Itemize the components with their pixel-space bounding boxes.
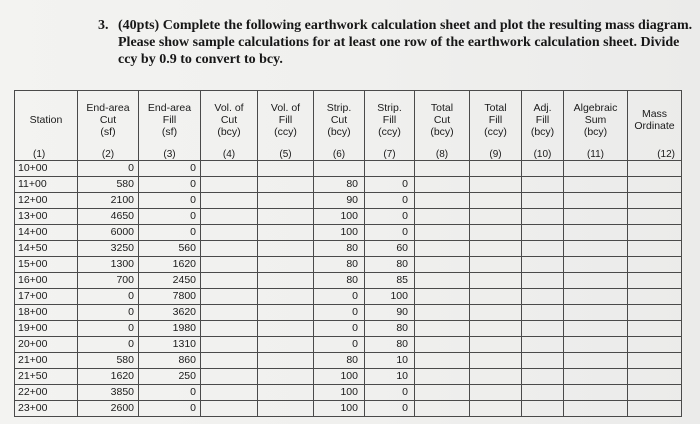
strip-fill-cell: 0 [365, 401, 415, 417]
vol-fill-cell[interactable] [258, 369, 314, 385]
total-fill-cell[interactable] [470, 289, 522, 305]
total-fill-cell[interactable] [470, 305, 522, 321]
column-header-line: Fill [278, 114, 293, 126]
algebraic-sum-cell[interactable] [564, 177, 628, 193]
algebraic-sum-cell[interactable] [564, 385, 628, 401]
column-number: (1) [15, 149, 78, 161]
column-number: (8) [415, 149, 470, 161]
column-header-line: Adj. [533, 102, 552, 114]
station-cell: 11+00 [15, 177, 78, 193]
column-number: (7) [365, 149, 415, 161]
header-row [15, 91, 682, 150]
vol-fill-cell[interactable] [258, 289, 314, 305]
algebraic-sum-cell[interactable] [564, 305, 628, 321]
total-fill-cell[interactable] [470, 385, 522, 401]
algebraic-sum-cell[interactable] [564, 193, 628, 209]
table-row [15, 177, 682, 193]
column-header-line: End-area [86, 102, 130, 114]
column-header-line: Strip. [377, 102, 402, 114]
vol-fill-cell[interactable] [258, 225, 314, 241]
total-cut-cell[interactable] [415, 273, 470, 289]
vol-fill-cell[interactable] [258, 177, 314, 193]
end-area-fill-cell: 560 [139, 241, 201, 257]
algebraic-sum-cell[interactable] [564, 337, 628, 353]
end-area-cut-cell: 0 [78, 321, 139, 337]
mass-ordinate-cell[interactable] [628, 337, 682, 353]
total-fill-cell[interactable] [470, 321, 522, 337]
table-row [15, 353, 682, 369]
total-fill-cell[interactable] [470, 225, 522, 241]
algebraic-sum-cell[interactable] [564, 209, 628, 225]
adj-fill-cell[interactable] [522, 241, 564, 257]
algebraic-sum-cell[interactable] [564, 225, 628, 241]
adj-fill-cell[interactable] [522, 225, 564, 241]
table-row [15, 193, 682, 209]
total-cut-cell[interactable] [415, 353, 470, 369]
vol-cut-cell[interactable] [201, 257, 258, 273]
total-cut-cell[interactable] [415, 369, 470, 385]
strip-fill-cell: 0 [365, 193, 415, 209]
adj-fill-cell[interactable] [522, 273, 564, 289]
column-header-line: (bcy) [327, 126, 351, 138]
strip-cut-cell: 90 [314, 193, 365, 209]
station-cell: 18+00 [15, 305, 78, 321]
column-number: (6) [314, 149, 365, 161]
vol-cut-cell[interactable] [201, 321, 258, 337]
end-area-cut-cell: 1620 [78, 369, 139, 385]
end-area-fill-cell: 0 [139, 193, 201, 209]
adj-fill-cell[interactable] [522, 369, 564, 385]
mass-ordinate-cell[interactable] [628, 289, 682, 305]
strip-cut-cell: 80 [314, 177, 365, 193]
column-number: (4) [201, 149, 258, 161]
end-area-fill-cell: 0 [139, 161, 201, 177]
total-cut-cell[interactable] [415, 321, 470, 337]
vol-fill-cell[interactable] [258, 257, 314, 273]
vol-fill-cell[interactable] [258, 401, 314, 417]
total-fill-cell[interactable] [470, 193, 522, 209]
vol-cut-cell[interactable] [201, 225, 258, 241]
adj-fill-cell[interactable] [522, 177, 564, 193]
strip-cut-cell: 100 [314, 225, 365, 241]
column-header [314, 91, 365, 150]
end-area-fill-cell: 1980 [139, 321, 201, 337]
vol-cut-cell[interactable] [201, 193, 258, 209]
strip-fill-cell: 60 [365, 241, 415, 257]
station-cell: 22+00 [15, 385, 78, 401]
adj-fill-cell[interactable] [522, 289, 564, 305]
station-cell: 23+00 [15, 401, 78, 417]
mass-ordinate-cell[interactable] [628, 385, 682, 401]
strip-cut-cell: 80 [314, 257, 365, 273]
strip-fill-cell: 80 [365, 321, 415, 337]
mass-ordinate-cell[interactable] [628, 305, 682, 321]
end-area-cut-cell: 580 [78, 177, 139, 193]
column-header-line: Total [430, 102, 454, 114]
column-header-line: (sf) [161, 126, 178, 138]
table-row [15, 305, 682, 321]
mass-ordinate-cell[interactable] [628, 369, 682, 385]
column-header-line: (ccy) [484, 126, 507, 138]
strip-fill-cell: 85 [365, 273, 415, 289]
adj-fill-cell[interactable] [522, 385, 564, 401]
total-cut-cell[interactable] [415, 209, 470, 225]
strip-cut-cell: 80 [314, 353, 365, 369]
vol-cut-cell[interactable] [201, 305, 258, 321]
column-header-line: (sf) [100, 126, 116, 138]
total-cut-cell[interactable] [415, 289, 470, 305]
strip-cut-cell: 0 [314, 289, 365, 305]
column-header-line: (ccy) [274, 126, 297, 138]
column-header-line: Fill [162, 114, 177, 126]
mass-ordinate-cell[interactable] [628, 193, 682, 209]
column-number-row [15, 149, 682, 161]
total-fill-cell[interactable] [470, 257, 522, 273]
total-cut-cell[interactable] [415, 305, 470, 321]
end-area-cut-cell: 2600 [78, 401, 139, 417]
vol-fill-cell[interactable] [258, 193, 314, 209]
column-number: (5) [258, 149, 314, 161]
strip-cut-cell: 100 [314, 209, 365, 225]
strip-cut-cell [314, 161, 365, 177]
strip-fill-cell [365, 161, 415, 177]
strip-fill-cell: 100 [365, 289, 415, 305]
adj-fill-cell[interactable] [522, 161, 564, 177]
algebraic-sum-cell[interactable] [564, 161, 628, 177]
column-header-line: Fill [535, 114, 550, 126]
total-cut-cell[interactable] [415, 385, 470, 401]
algebraic-sum-cell[interactable] [564, 369, 628, 385]
adj-fill-cell[interactable] [522, 353, 564, 369]
column-header-line: Mass [641, 108, 668, 120]
end-area-fill-cell: 0 [139, 401, 201, 417]
column-header-line: (bcy) [583, 126, 608, 138]
end-area-fill-cell: 250 [139, 369, 201, 385]
sheet-body [15, 161, 682, 417]
table-row [15, 321, 682, 337]
algebraic-sum-cell[interactable] [564, 273, 628, 289]
problem-line-3: ccy by 0.9 to convert to bcy. [118, 52, 283, 67]
vol-cut-cell[interactable] [201, 241, 258, 257]
adj-fill-cell[interactable] [522, 321, 564, 337]
end-area-fill-cell: 0 [139, 177, 201, 193]
strip-cut-cell: 0 [314, 337, 365, 353]
station-cell: 15+00 [15, 257, 78, 273]
end-area-fill-cell: 1310 [139, 337, 201, 353]
column-header-line: Sum [584, 114, 607, 126]
end-area-cut-cell: 0 [78, 337, 139, 353]
strip-fill-cell: 80 [365, 337, 415, 353]
column-header-line: (bcy) [430, 126, 454, 138]
column-header-line: End-area [147, 102, 192, 114]
total-cut-cell[interactable] [415, 225, 470, 241]
total-fill-cell[interactable] [470, 209, 522, 225]
column-number: (9) [470, 149, 522, 161]
column-header-line: Algebraic [573, 102, 618, 114]
mass-ordinate-cell[interactable] [628, 241, 682, 257]
column-header [522, 91, 564, 150]
column-header-line: Strip. [326, 102, 352, 114]
algebraic-sum-cell[interactable] [564, 241, 628, 257]
strip-cut-cell: 100 [314, 369, 365, 385]
strip-fill-cell: 0 [365, 225, 415, 241]
column-header [201, 91, 258, 150]
problem-line-1: (40pts) Complete the following earthwork calculation sheet and plot the resulting mass diagram. [118, 18, 693, 33]
mass-ordinate-cell[interactable] [628, 177, 682, 193]
vol-cut-cell[interactable] [201, 209, 258, 225]
vol-cut-cell[interactable] [201, 401, 258, 417]
vol-fill-cell[interactable] [258, 241, 314, 257]
end-area-cut-cell: 700 [78, 273, 139, 289]
total-cut-cell[interactable] [415, 193, 470, 209]
vol-cut-cell[interactable] [201, 289, 258, 305]
column-header [139, 91, 201, 150]
total-fill-cell[interactable] [470, 241, 522, 257]
column-header-line: Vol. of [214, 102, 244, 114]
mass-ordinate-cell[interactable] [628, 161, 682, 177]
earthwork-calculation-sheet [14, 90, 682, 417]
mass-ordinate-cell[interactable] [628, 321, 682, 337]
end-area-cut-cell: 0 [78, 289, 139, 305]
strip-fill-cell: 90 [365, 305, 415, 321]
vol-cut-cell[interactable] [201, 273, 258, 289]
station-cell: 10+00 [15, 161, 78, 177]
vol-fill-cell[interactable] [258, 273, 314, 289]
table-row [15, 289, 682, 305]
total-cut-cell[interactable] [415, 257, 470, 273]
total-cut-cell[interactable] [415, 337, 470, 353]
strip-cut-cell: 100 [314, 385, 365, 401]
table-row [15, 209, 682, 225]
station-cell: 14+00 [15, 225, 78, 241]
algebraic-sum-cell[interactable] [564, 353, 628, 369]
station-cell: 21+50 [15, 369, 78, 385]
adj-fill-cell[interactable] [522, 401, 564, 417]
total-cut-cell[interactable] [415, 241, 470, 257]
column-header-line: Vol. of [270, 102, 301, 114]
mass-ordinate-cell[interactable] [628, 401, 682, 417]
adj-fill-cell[interactable] [522, 337, 564, 353]
adj-fill-cell[interactable] [522, 305, 564, 321]
table-row [15, 241, 682, 257]
column-header-line: Total [484, 102, 507, 114]
vol-cut-cell[interactable] [201, 385, 258, 401]
station-cell: 13+00 [15, 209, 78, 225]
total-fill-cell[interactable] [470, 161, 522, 177]
vol-fill-cell[interactable] [258, 209, 314, 225]
column-header-line: Cut [99, 114, 117, 126]
end-area-cut-cell: 3250 [78, 241, 139, 257]
mass-ordinate-cell[interactable] [628, 257, 682, 273]
end-area-fill-cell: 3620 [139, 305, 201, 321]
column-header-line: Cut [330, 114, 348, 126]
mass-ordinate-cell[interactable] [628, 209, 682, 225]
column-header-line: (bcy) [530, 126, 555, 138]
strip-fill-cell: 0 [365, 385, 415, 401]
vol-fill-cell[interactable] [258, 353, 314, 369]
column-header-line: Fill [382, 114, 397, 126]
strip-cut-cell: 0 [314, 305, 365, 321]
column-header-line: Station [29, 114, 63, 126]
vol-fill-cell[interactable] [258, 337, 314, 353]
vol-fill-cell[interactable] [258, 305, 314, 321]
strip-fill-cell: 0 [365, 177, 415, 193]
mass-ordinate-cell[interactable] [628, 225, 682, 241]
station-cell: 19+00 [15, 321, 78, 337]
vol-cut-cell[interactable] [201, 337, 258, 353]
algebraic-sum-cell[interactable] [564, 289, 628, 305]
algebraic-sum-cell[interactable] [564, 401, 628, 417]
column-header [470, 91, 522, 150]
total-cut-cell[interactable] [415, 177, 470, 193]
table-row [15, 257, 682, 273]
table-row [15, 369, 682, 385]
end-area-fill-cell: 0 [139, 209, 201, 225]
column-header [628, 91, 682, 150]
column-header [258, 91, 314, 150]
station-cell: 21+00 [15, 353, 78, 369]
vol-cut-cell[interactable] [201, 369, 258, 385]
column-header-line: (ccy) [378, 126, 401, 138]
column-number: (12) [628, 149, 682, 161]
table-row [15, 225, 682, 241]
column-number: (3) [139, 149, 201, 161]
adj-fill-cell[interactable] [522, 257, 564, 273]
end-area-fill-cell: 0 [139, 385, 201, 401]
column-header [365, 91, 415, 150]
column-header-line: Cut [433, 114, 451, 126]
end-area-fill-cell: 1620 [139, 257, 201, 273]
strip-fill-cell: 0 [365, 209, 415, 225]
table-row [15, 401, 682, 417]
table-row [15, 273, 682, 289]
end-area-fill-cell: 0 [139, 225, 201, 241]
end-area-fill-cell: 7800 [139, 289, 201, 305]
adj-fill-cell[interactable] [522, 209, 564, 225]
end-area-cut-cell: 0 [78, 161, 139, 177]
end-area-fill-cell: 860 [139, 353, 201, 369]
end-area-cut-cell: 580 [78, 353, 139, 369]
total-fill-cell[interactable] [470, 177, 522, 193]
mass-ordinate-cell[interactable] [628, 273, 682, 289]
station-cell: 17+00 [15, 289, 78, 305]
total-fill-cell[interactable] [470, 337, 522, 353]
end-area-cut-cell: 0 [78, 305, 139, 321]
problem-statement [98, 10, 693, 68]
station-cell: 20+00 [15, 337, 78, 353]
end-area-cut-cell: 6000 [78, 225, 139, 241]
strip-fill-cell: 10 [365, 353, 415, 369]
column-header [15, 91, 78, 150]
vol-fill-cell[interactable] [258, 385, 314, 401]
vol-fill-cell[interactable] [258, 161, 314, 177]
table-row [15, 337, 682, 353]
end-area-cut-cell: 2100 [78, 193, 139, 209]
column-header [78, 91, 139, 150]
vol-cut-cell[interactable] [201, 353, 258, 369]
station-cell: 12+00 [15, 193, 78, 209]
strip-cut-cell: 100 [314, 401, 365, 417]
column-header-line: (bcy) [217, 126, 241, 138]
vol-cut-cell[interactable] [201, 161, 258, 177]
column-header-line: Cut [220, 114, 238, 126]
column-number: (10) [522, 149, 564, 161]
problem-number: 3. [98, 18, 109, 33]
table-row [15, 161, 682, 177]
strip-cut-cell: 80 [314, 241, 365, 257]
total-cut-cell[interactable] [415, 161, 470, 177]
column-number: (11) [564, 149, 628, 161]
total-fill-cell[interactable] [470, 273, 522, 289]
algebraic-sum-cell[interactable] [564, 321, 628, 337]
adj-fill-cell[interactable] [522, 193, 564, 209]
end-area-fill-cell: 2450 [139, 273, 201, 289]
table-row [15, 385, 682, 401]
vol-cut-cell[interactable] [201, 177, 258, 193]
strip-cut-cell: 80 [314, 273, 365, 289]
strip-fill-cell: 80 [365, 257, 415, 273]
problem-line-2: Please show sample calculations for at least one row of the earthwork calculation sheet. Divide [118, 35, 680, 50]
column-header [564, 91, 628, 150]
end-area-cut-cell: 4650 [78, 209, 139, 225]
column-header-line: Fill [488, 114, 503, 126]
algebraic-sum-cell[interactable] [564, 257, 628, 273]
column-header [415, 91, 470, 150]
strip-fill-cell: 10 [365, 369, 415, 385]
station-cell: 16+00 [15, 273, 78, 289]
end-area-cut-cell: 1300 [78, 257, 139, 273]
vol-fill-cell[interactable] [258, 321, 314, 337]
total-cut-cell[interactable] [415, 401, 470, 417]
mass-ordinate-cell[interactable] [628, 353, 682, 369]
station-cell: 14+50 [15, 241, 78, 257]
column-header-line: Ordinate [634, 120, 675, 132]
end-area-cut-cell: 3850 [78, 385, 139, 401]
total-fill-cell[interactable] [470, 353, 522, 369]
total-fill-cell[interactable] [470, 369, 522, 385]
total-fill-cell[interactable] [470, 401, 522, 417]
column-number: (2) [78, 149, 139, 161]
strip-cut-cell: 0 [314, 321, 365, 337]
